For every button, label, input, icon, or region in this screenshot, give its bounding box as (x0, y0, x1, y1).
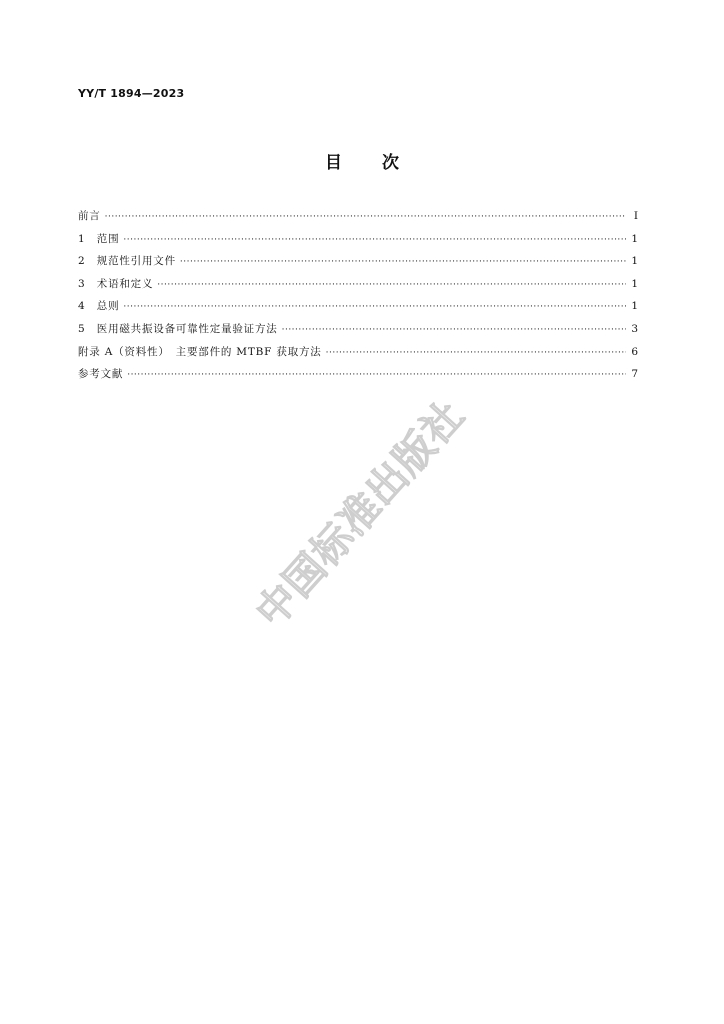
toc-entry-terms-definitions[interactable] (78, 273, 638, 296)
toc-dot-leader (282, 319, 626, 342)
toc-entry-label: 参考文献 (78, 368, 124, 381)
toc-entry-scope[interactable] (78, 228, 638, 251)
toc-entry-label: 2 规范性引用文件 (78, 255, 176, 268)
toc-dot-leader (157, 274, 626, 297)
toc-entry-label: 3 术语和定义 (78, 277, 154, 290)
toc-entry-page: Ⅰ (633, 210, 638, 222)
toc-entry-label: 4 总则 (78, 300, 120, 313)
toc-dot-leader (326, 342, 626, 365)
toc-entry-page: 3 (631, 322, 638, 335)
toc-dot-leader (180, 251, 626, 274)
toc-entry-label: 5 医用磁共振设备可靠性定量验证方法 (78, 322, 278, 335)
toc-entry-label: 前言 (78, 210, 101, 222)
toc-entry-label: 附录 A（资料性） 主要部件的 MTBF 获取方法 (78, 345, 322, 358)
toc-entry-label: 1 范围 (78, 232, 120, 245)
toc-entry-normative-references[interactable] (78, 250, 638, 273)
toc-title: 目次 (325, 153, 439, 173)
toc-entry-annex-a[interactable] (78, 341, 638, 364)
publisher-watermark: 中国标准出版社 (247, 392, 474, 637)
toc-dot-leader (105, 206, 626, 229)
toc-entry-foreword[interactable] (78, 205, 638, 228)
toc-dot-leader (127, 364, 626, 387)
toc-entry-page: 6 (631, 345, 638, 358)
toc-dot-leader (123, 296, 626, 319)
toc-entry-verification-method[interactable] (78, 318, 638, 341)
toc-entry-page: 1 (631, 300, 638, 313)
toc-entry-page: 1 (631, 255, 638, 268)
toc-entry-page: 1 (631, 232, 638, 245)
toc-entry-page: 7 (631, 368, 638, 381)
standard-code: YY/T 1894—2023 (78, 87, 185, 100)
toc-entry-bibliography[interactable] (78, 363, 638, 386)
toc-entry-page: 1 (631, 277, 638, 290)
toc-list (78, 205, 638, 386)
toc-dot-leader (123, 229, 626, 252)
toc-entry-general[interactable] (78, 295, 638, 318)
